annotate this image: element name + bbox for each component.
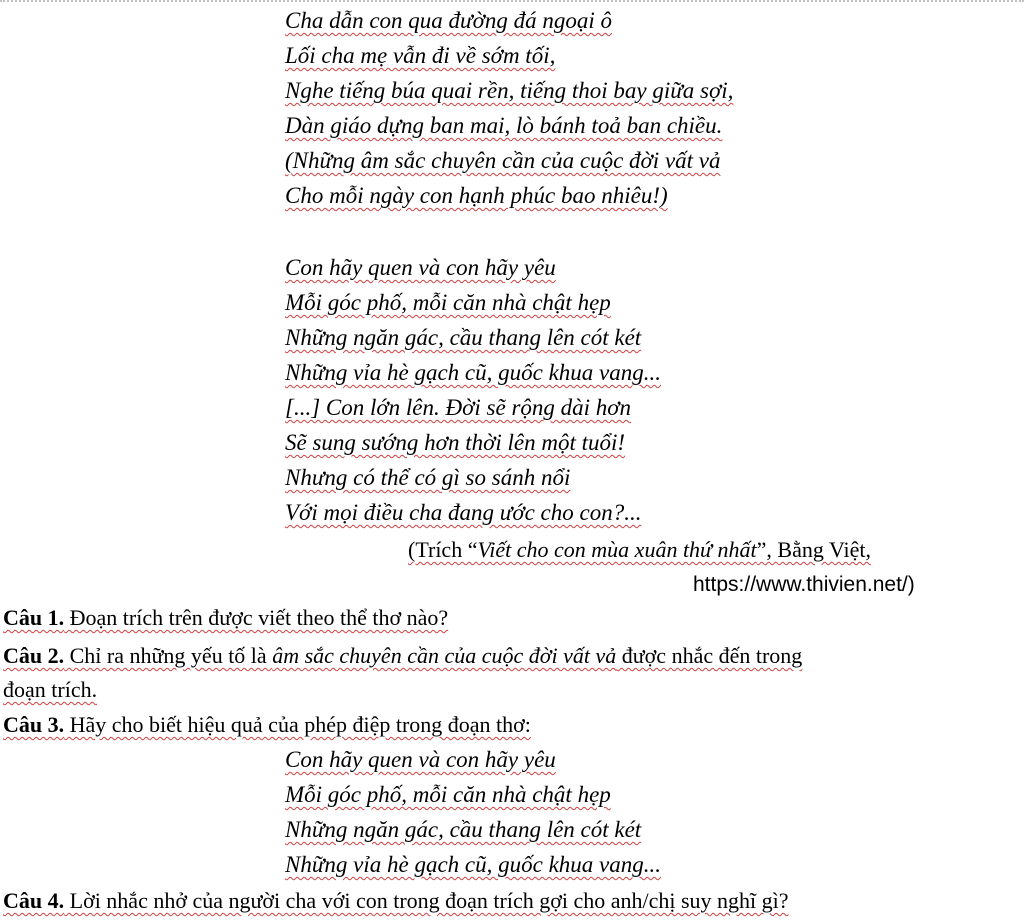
poem-line (285, 76, 733, 106)
poem-line (285, 146, 721, 176)
poem-line (285, 6, 612, 36)
question-text: Đoạn trích trên được viết theo thể thơ nào? (64, 605, 449, 630)
source-prefix: (Trích “ (408, 537, 478, 562)
poem-line-text: Những ngăn gác, cầu thang lên cót két (285, 817, 642, 842)
question-text: Chỉ ra những yếu tố là (64, 643, 273, 668)
poem-line (285, 358, 661, 388)
poem-line-text: Nhưng có thể có gì so sánh nổi (285, 465, 571, 490)
poem-line-text: Mỗi góc phố, mỗi căn nhà chật hẹp (285, 290, 611, 315)
poem-line-text: [...] Con lớn lên. Đời sẽ rộng dài hơn (285, 395, 632, 420)
top-divider (0, 0, 1024, 5)
poem-line-text: Lối cha mẹ vẫn đi về sớm tối, (285, 43, 556, 68)
poem-line (285, 111, 722, 141)
source-url-text: https://www.thivien.net/) (693, 573, 915, 596)
source-url (693, 570, 915, 600)
poem-line-text: Nghe tiếng búa quai rền, tiếng thoi bay giữa sợi, (285, 78, 734, 103)
poem-line (285, 463, 570, 493)
quoted-poem-line (285, 850, 661, 880)
poem-line (285, 41, 555, 71)
question-text: Hãy cho biết hiệu quả của phép điệp trong đoạn thơ: (64, 712, 531, 737)
quoted-poem-line (285, 780, 611, 810)
poem-line-text: Những vỉa hè gạch cũ, guốc khua vang... (285, 360, 661, 385)
poem-line (285, 288, 611, 318)
poem-line-text: Những vỉa hè gạch cũ, guốc khua vang... (285, 852, 661, 877)
question-text: Lời nhắc nhở của người cha với con trong đoạn trích gợi cho anh/chị suy nghĩ gì? (64, 888, 789, 913)
poem-line-text: Mỗi góc phố, mỗi căn nhà chật hẹp (285, 782, 611, 807)
poem-line (285, 498, 641, 528)
poem-line (285, 393, 631, 423)
question-label: Câu 2. (3, 643, 65, 668)
source-suffix: ”, Bằng Việt, (756, 537, 872, 562)
quoted-poem-line (285, 815, 641, 845)
poem-line-text: Cho mỗi ngày con hạnh phúc bao nhiêu!) (285, 183, 668, 208)
poem-line-text: Dàn giáo dựng ban mai, lò bánh toả ban chiều. (285, 113, 723, 138)
poem-line-text: (Những âm sắc chuyên cần của cuộc đời vất vả (285, 148, 721, 173)
poem-line-text: Những ngăn gác, cầu thang lên cót két (285, 325, 642, 350)
poem-line-text: Với mọi điều cha đang ước cho con?... (285, 500, 642, 525)
poem-line (285, 323, 641, 353)
question-text: được nhắc đến trong (616, 643, 803, 668)
question-label: Câu 4. (3, 888, 65, 913)
question-1 (3, 603, 448, 633)
source-title: Viết cho con mùa xuân thứ nhất (477, 537, 757, 562)
poem-line (285, 253, 556, 283)
question-2 (3, 641, 802, 671)
poem-line-text: Cha dẫn con qua đường đá ngoại ô (285, 8, 613, 33)
question-2-continuation (3, 675, 97, 705)
question-text: đoạn trích. (3, 677, 98, 702)
poem-line-text: Sẽ sung sướng hơn thời lên một tuổi! (285, 430, 626, 455)
quoted-poem-line (285, 745, 556, 775)
question-emphasis: âm sắc chuyên cần của cuộc đời vất vả (272, 643, 617, 668)
poem-line-text: Con hãy quen và con hãy yêu (285, 255, 556, 280)
question-label: Câu 1. (3, 605, 65, 630)
question-4 (3, 886, 789, 916)
poem-line (285, 181, 668, 211)
poem-line (285, 428, 625, 458)
poem-line-text: Con hãy quen và con hãy yêu (285, 747, 556, 772)
source-citation (408, 535, 871, 565)
question-label: Câu 3. (3, 712, 65, 737)
question-3 (3, 710, 531, 740)
